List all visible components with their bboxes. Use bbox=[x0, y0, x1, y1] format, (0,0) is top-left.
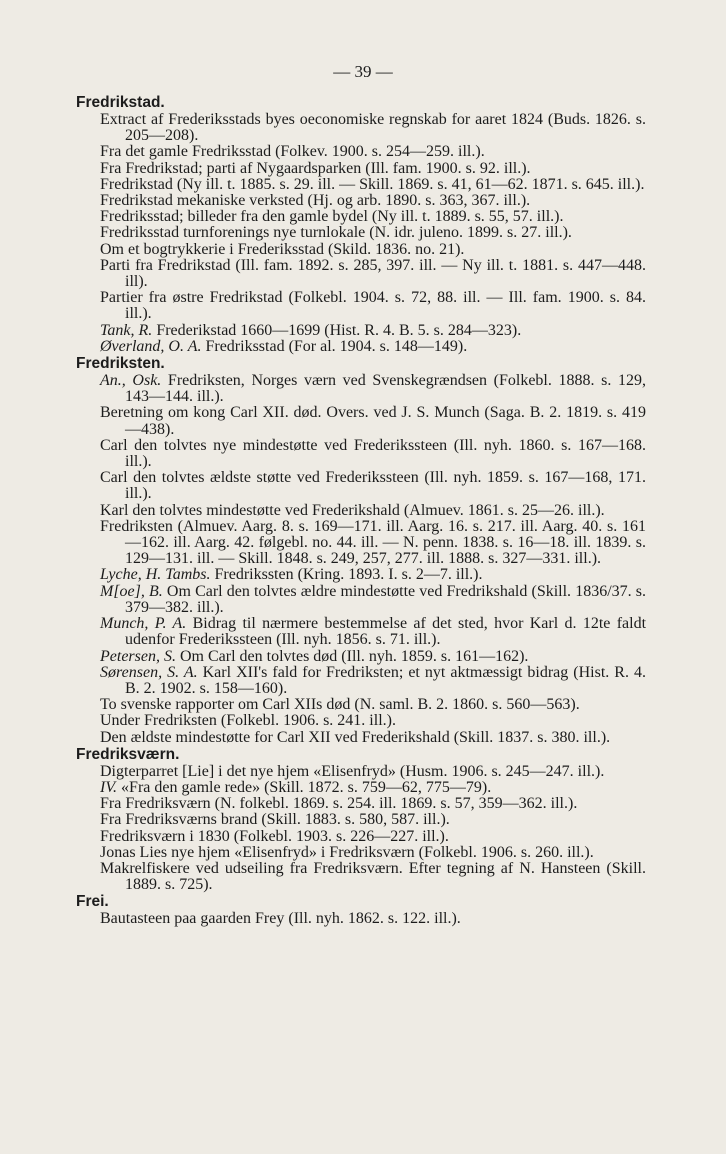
bibliography-entry bbox=[76, 339, 646, 355]
bibliography-entry bbox=[76, 665, 646, 697]
entry-text: Fredriksstad turnforenings nye turnlokale (N. idr. juleno. 1899. s. 27. ill.). bbox=[100, 224, 572, 242]
entry-text: Fredriksstad (For al. 1904. s. 148—149). bbox=[201, 337, 468, 355]
entry-text: Om Carl den tolvtes død (Ill. nyh. 1859. s. 161—162). bbox=[175, 647, 529, 665]
bibliography-entry bbox=[76, 258, 646, 290]
entry-text: Jonas Lies nye hjem «Elisenfryd» i Fredriksværn (Folkebl. 1906. s. 260. ill.). bbox=[100, 843, 594, 861]
entry-text: Makrelfiskere ved udseiling fra Fredriksværn. Efter tegning af N. Hansteen (Skill. 1889. s. 725). bbox=[100, 859, 646, 894]
entry-text: Fredriksstad; billeder fra den gamle bydel (Ny ill. t. 1889. s. 55, 57. ill.). bbox=[100, 208, 564, 226]
entry-text: Carl den tolvtes nye mindestøtte ved Frederikssteen (Ill. nyh. 1860. s. 167—168. ill.). bbox=[100, 436, 646, 471]
bibliography-entry bbox=[76, 567, 646, 583]
bibliography-entry bbox=[76, 713, 646, 729]
entry-text: Bautasteen paa gaarden Frey (Ill. nyh. 1862. s. 122. ill.). bbox=[100, 910, 461, 928]
bibliography-entry bbox=[76, 503, 646, 519]
bibliography-entry bbox=[76, 242, 646, 258]
entry-text: Den ældste mindestøtte for Carl XII ved Frederikshald (Skill. 1837. s. 380. ill.). bbox=[100, 728, 611, 746]
bibliography-entry bbox=[76, 193, 646, 209]
entry-author: Munch, P. A. bbox=[100, 615, 187, 633]
entry-text: Fredriksværn i 1830 (Folkebl. 1903. s. 226—227. ill.). bbox=[100, 827, 449, 845]
entry-text: Fra Fredriksværns brand (Skill. 1883. s. 580, 587. ill.). bbox=[100, 811, 450, 829]
section-heading: Fredrikstad. bbox=[76, 94, 165, 111]
entry-text: Fredriksten (Almuev. Aarg. 8. s. 169—171. ill. Aarg. 16. s. 217. ill. Aarg. 40. s. 161—162. ill. Aarg. 42. følgebl. no. 44. ill. — N. penn. 1838. s. 16—18. ill. 1839. s. 129—131. ill. — Skill. 1848. s. 249, 257, 277. ill. 1888. s. 327—331. ill.). bbox=[100, 517, 646, 568]
entry-text: Digterparret [Lie] i det nye hjem «Elisenfryd» (Husm. 1906. s. 245—247. ill.). bbox=[100, 762, 605, 780]
bibliography-entry bbox=[76, 911, 646, 927]
entry-text: Karl XII's fald for Fredriksten; et nyt aktmæssigt bidrag (Hist. R. 4. B. 2. 1902. s. 158—160). bbox=[125, 663, 646, 697]
bibliography-entry bbox=[76, 616, 646, 648]
bibliography-content bbox=[76, 94, 646, 928]
bibliography-entry bbox=[76, 519, 646, 568]
entry-text: Frederikstad 1660—1699 (Hist. R. 4. B. 5. s. 284—323). bbox=[152, 321, 522, 339]
entry-text: Fredrikstad mekaniske verksted (Hj. og arb. 1890. s. 363, 367. ill.). bbox=[100, 192, 531, 210]
entry-author: Petersen, S. bbox=[100, 647, 176, 665]
entry-author: IV. bbox=[100, 778, 118, 796]
bibliography-entry bbox=[76, 470, 646, 502]
bibliography-entry bbox=[76, 438, 646, 470]
entry-text: Om Carl den tolvtes ældre mindestøtte ved Fredrikshald (Skill. 1836/37. s. 379—382. ill.). bbox=[125, 582, 646, 616]
section-heading: Fredriksten. bbox=[76, 355, 165, 373]
entry-author: M[oe], B. bbox=[100, 582, 163, 600]
entry-text: Om et bogtrykkerie i Frederiksstad (Skild. 1836. no. 21). bbox=[100, 240, 465, 258]
bibliography-entry bbox=[76, 209, 646, 225]
bibliography-entry bbox=[76, 225, 646, 241]
entry-text: «Fra den gamle rede» (Skill. 1872. s. 759—62, 775—79). bbox=[117, 778, 492, 796]
bibliography-entry bbox=[76, 730, 646, 746]
bibliography-entry bbox=[76, 584, 646, 616]
bibliography-entry bbox=[76, 112, 646, 144]
entry-text: Carl den tolvtes ældste støtte ved Frederikssteen (Ill. nyh. 1859. s. 167—168, 171. ill.). bbox=[100, 469, 646, 503]
section bbox=[76, 746, 646, 894]
section-heading: Frei. bbox=[76, 893, 109, 911]
bibliography-entry bbox=[76, 764, 646, 780]
entry-text: Fredrikstad (Ny ill. t. 1885. s. 29. ill. — Skill. 1869. s. 41, 61—62. 1871. s. 645. ill.). bbox=[100, 175, 645, 193]
section bbox=[76, 94, 646, 355]
entry-text: Fredrikssten (Kring. 1893. I. s. 2—7. ill.). bbox=[210, 566, 483, 584]
section bbox=[76, 355, 646, 746]
entry-author: Tank, R. bbox=[100, 321, 153, 339]
entry-author: Øverland, O. A. bbox=[100, 337, 202, 355]
entry-text: Under Fredriksten (Folkebl. 1906. s. 241. ill.). bbox=[100, 712, 396, 730]
bibliography-entry bbox=[76, 780, 646, 796]
page-number: — 39 — bbox=[333, 62, 393, 81]
entry-text: Partier fra østre Fredrikstad (Folkebl. 1904. s. 72, 88. ill. — Ill. fam. 1900. s. 84. ill.). bbox=[100, 289, 646, 323]
bibliography-entry bbox=[76, 405, 646, 437]
entry-text: Parti fra Fredrikstad (Ill. fam. 1892. s. 285, 397. ill. — Ny ill. t. 1881. s. 447—448. ill). bbox=[100, 256, 646, 291]
bibliography-entry bbox=[76, 829, 646, 845]
bibliography-entry bbox=[76, 845, 646, 861]
bibliography-entry bbox=[76, 373, 646, 405]
entry-text: Fredriksten, Norges værn ved Svenskegrændsen (Folkebl. 1888. s. 129, 143—144. ill.). bbox=[125, 372, 647, 406]
entry-author: Lyche, H. Tambs. bbox=[100, 566, 211, 584]
entry-text: Fra Fredrikstad; parti af Nygaardsparken (Ill. fam. 1900. s. 92. ill.). bbox=[100, 159, 531, 177]
bibliography-entry bbox=[76, 812, 646, 828]
bibliography-entry bbox=[76, 144, 646, 160]
entry-author: An., Osk. bbox=[100, 372, 162, 390]
bibliography-entry bbox=[76, 290, 646, 322]
section bbox=[76, 893, 646, 927]
section-heading: Fredriksværn. bbox=[76, 745, 180, 763]
entry-text: Fra Fredriksværn (N. folkebl. 1869. s. 254. ill. 1869. s. 57, 359—362. ill.). bbox=[100, 795, 578, 813]
entry-text: To svenske rapporter om Carl XIIs død (N. saml. B. 2. 1860. s. 560—563). bbox=[100, 696, 580, 714]
entry-text: Extract af Frederiksstads byes oeconomiske regnskab for aaret 1824 (Buds. 1826. s. 205—208). bbox=[100, 111, 646, 145]
entry-text: Beretning om kong Carl XII. død. Overs. ved J. S. Munch (Saga. B. 2. 1819. s. 419—438). bbox=[100, 404, 646, 438]
entry-text: Fra det gamle Fredriksstad (Folkev. 1900. s. 254—259. ill.). bbox=[100, 143, 485, 161]
bibliography-entry bbox=[76, 161, 646, 177]
entry-text: Karl den tolvtes mindestøtte ved Frederikshald (Almuev. 1861. s. 25—26. ill.). bbox=[100, 501, 605, 519]
bibliography-entry bbox=[76, 649, 646, 665]
bibliography-entry bbox=[76, 697, 646, 713]
entry-text: Bidrag til nærmere bestemmelse af det sted, hvor Karl d. 12te faldt udenfor Frederikssteen (Ill. nyh. 1856. s. 71. ill.). bbox=[125, 615, 647, 649]
bibliography-entry bbox=[76, 323, 646, 339]
entry-author: Sørensen, S. A. bbox=[100, 663, 198, 681]
bibliography-entry bbox=[76, 861, 646, 893]
bibliography-entry bbox=[76, 177, 646, 193]
bibliography-entry bbox=[76, 796, 646, 812]
